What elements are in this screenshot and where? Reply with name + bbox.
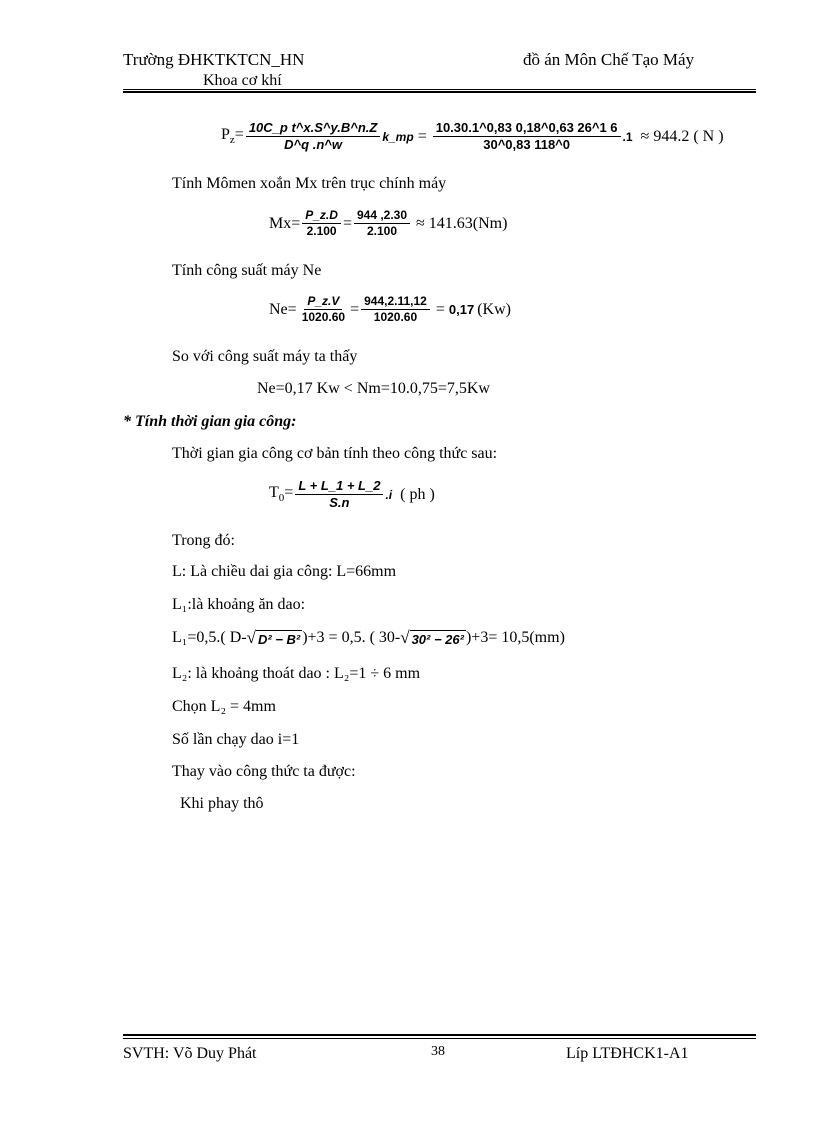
pz-formula: $P_z=$ $\frac{\text{10C\_p t\textasciicircum{}x.S\textasciicircum{}y.B\textasciicircum{}n.Z}}{D\^{}q .n\^{}w}$ k_mp = $\frac{10.30.1\^{}0,83 0,18\^{}0,63 26\^{}1 6}{30\^{}0,83 118\^{}0}$ .1 ≈ 944.2 ( N ): [221, 120, 724, 152]
header-faculty: Khoa cơ khí: [203, 72, 282, 89]
section-heading: * Tính thời gian gia công:: [123, 413, 297, 430]
rough-milling-line: Khi phay thô: [180, 795, 264, 812]
compare-intro: So với công suất máy ta thấy: [172, 348, 358, 365]
l1-definition: L₁:là khoảng ăn dao:: [172, 596, 306, 613]
footer-rule-thin: [123, 1038, 756, 1039]
ne-intro: Tính công suất máy Ne: [172, 262, 322, 279]
footer-class: Líp LTĐHCK1-A1: [566, 1045, 689, 1062]
l2-definition: L₂: là khoảng thoát dao : L₂=1 ÷ 6 mm: [172, 665, 421, 682]
t0-formula: $T_0=$ $\frac{L + L\_1 + L\_2}{S.n}$ .i ( ph ): [269, 478, 435, 510]
l1-calculation: L₁=0,5.( D- √ D² − B² )+3 = 0,5. ( 30- √ 30² − 26² )+3= 10,5(mm): [172, 628, 565, 647]
passes-line: Số lần chạy dao i=1: [172, 731, 300, 748]
substitute-line: Thay vào công thức ta được:: [172, 763, 356, 780]
pz-fraction-1: $\frac{\text{10C\_p t\textasciicircum{}x.S\textasciicircum{}y.B\textasciicircum{}n.Z}}{D\^{}q .n\^{}w}$: [246, 120, 381, 153]
header-school: Trường ĐHKTKTCN_HN: [123, 50, 305, 69]
ne-formula: Ne= $\frac{P\_z.V}{1020.60}$ = $\frac{944,2.11,12}{1020.60}$ = 0,17 (Kw): [269, 294, 511, 324]
ne-fraction-2: $\frac{944,2.11,12}{1020.60}$: [361, 294, 430, 325]
pz-fraction-2: $\frac{10.30.1\^{}0,83 0,18\^{}0,63 26\^{}1 6}{30\^{}0,83 118\^{}0}$: [433, 120, 621, 153]
pz-result: ≈ 944.2 ( N ): [640, 127, 724, 145]
header-rule-thick: [123, 91, 756, 93]
footer-student: SVTH: Võ Duy Phát: [123, 1045, 257, 1062]
mx-formula: Mx= $\frac{P\_z.D}{2.100}$ = $\frac{944 ,2.30}{2.100}$ ≈ 141.63(Nm): [269, 208, 508, 238]
mx-fraction-2: $\frac{944 ,2.30}{2.100}$: [354, 208, 410, 239]
header-rule-thin: [123, 89, 756, 90]
mx-fraction-1: $\frac{P\_z.D}{2.100}$: [302, 208, 341, 239]
compare-line: Ne=0,17 Kw < Nm=10.0,75=7,5Kw: [257, 380, 490, 397]
sqrt-30-26: √ 30² − 26²: [400, 628, 464, 647]
sqrt-d-b: √ D² − B²: [246, 628, 301, 647]
ne-fraction-1: $\frac{P\_z.V}{1020.60}$: [301, 294, 346, 324]
page-number: 38: [431, 1044, 445, 1059]
where-label: Trong đó:: [172, 532, 235, 549]
time-intro: Thời gian gia công cơ bản tính theo công thức sau:: [172, 445, 498, 462]
mx-result: ≈ 141.63(Nm): [416, 214, 508, 232]
header-project: đồ án Môn Chế Tạo Máy: [523, 50, 695, 69]
t0-fraction: $\frac{L + L\_1 + L\_2}{S.n}$: [295, 478, 383, 511]
l-definition: L: Là chiều dai gia công: L=66mm: [172, 563, 397, 580]
footer-rule-thick: [123, 1034, 756, 1036]
mx-intro: Tính Mômen xoắn Mx trên trục chính máy: [172, 175, 447, 192]
l2-choice: Chọn L₂ = 4mm: [172, 698, 276, 715]
ne-result: 0,17: [448, 302, 475, 317]
